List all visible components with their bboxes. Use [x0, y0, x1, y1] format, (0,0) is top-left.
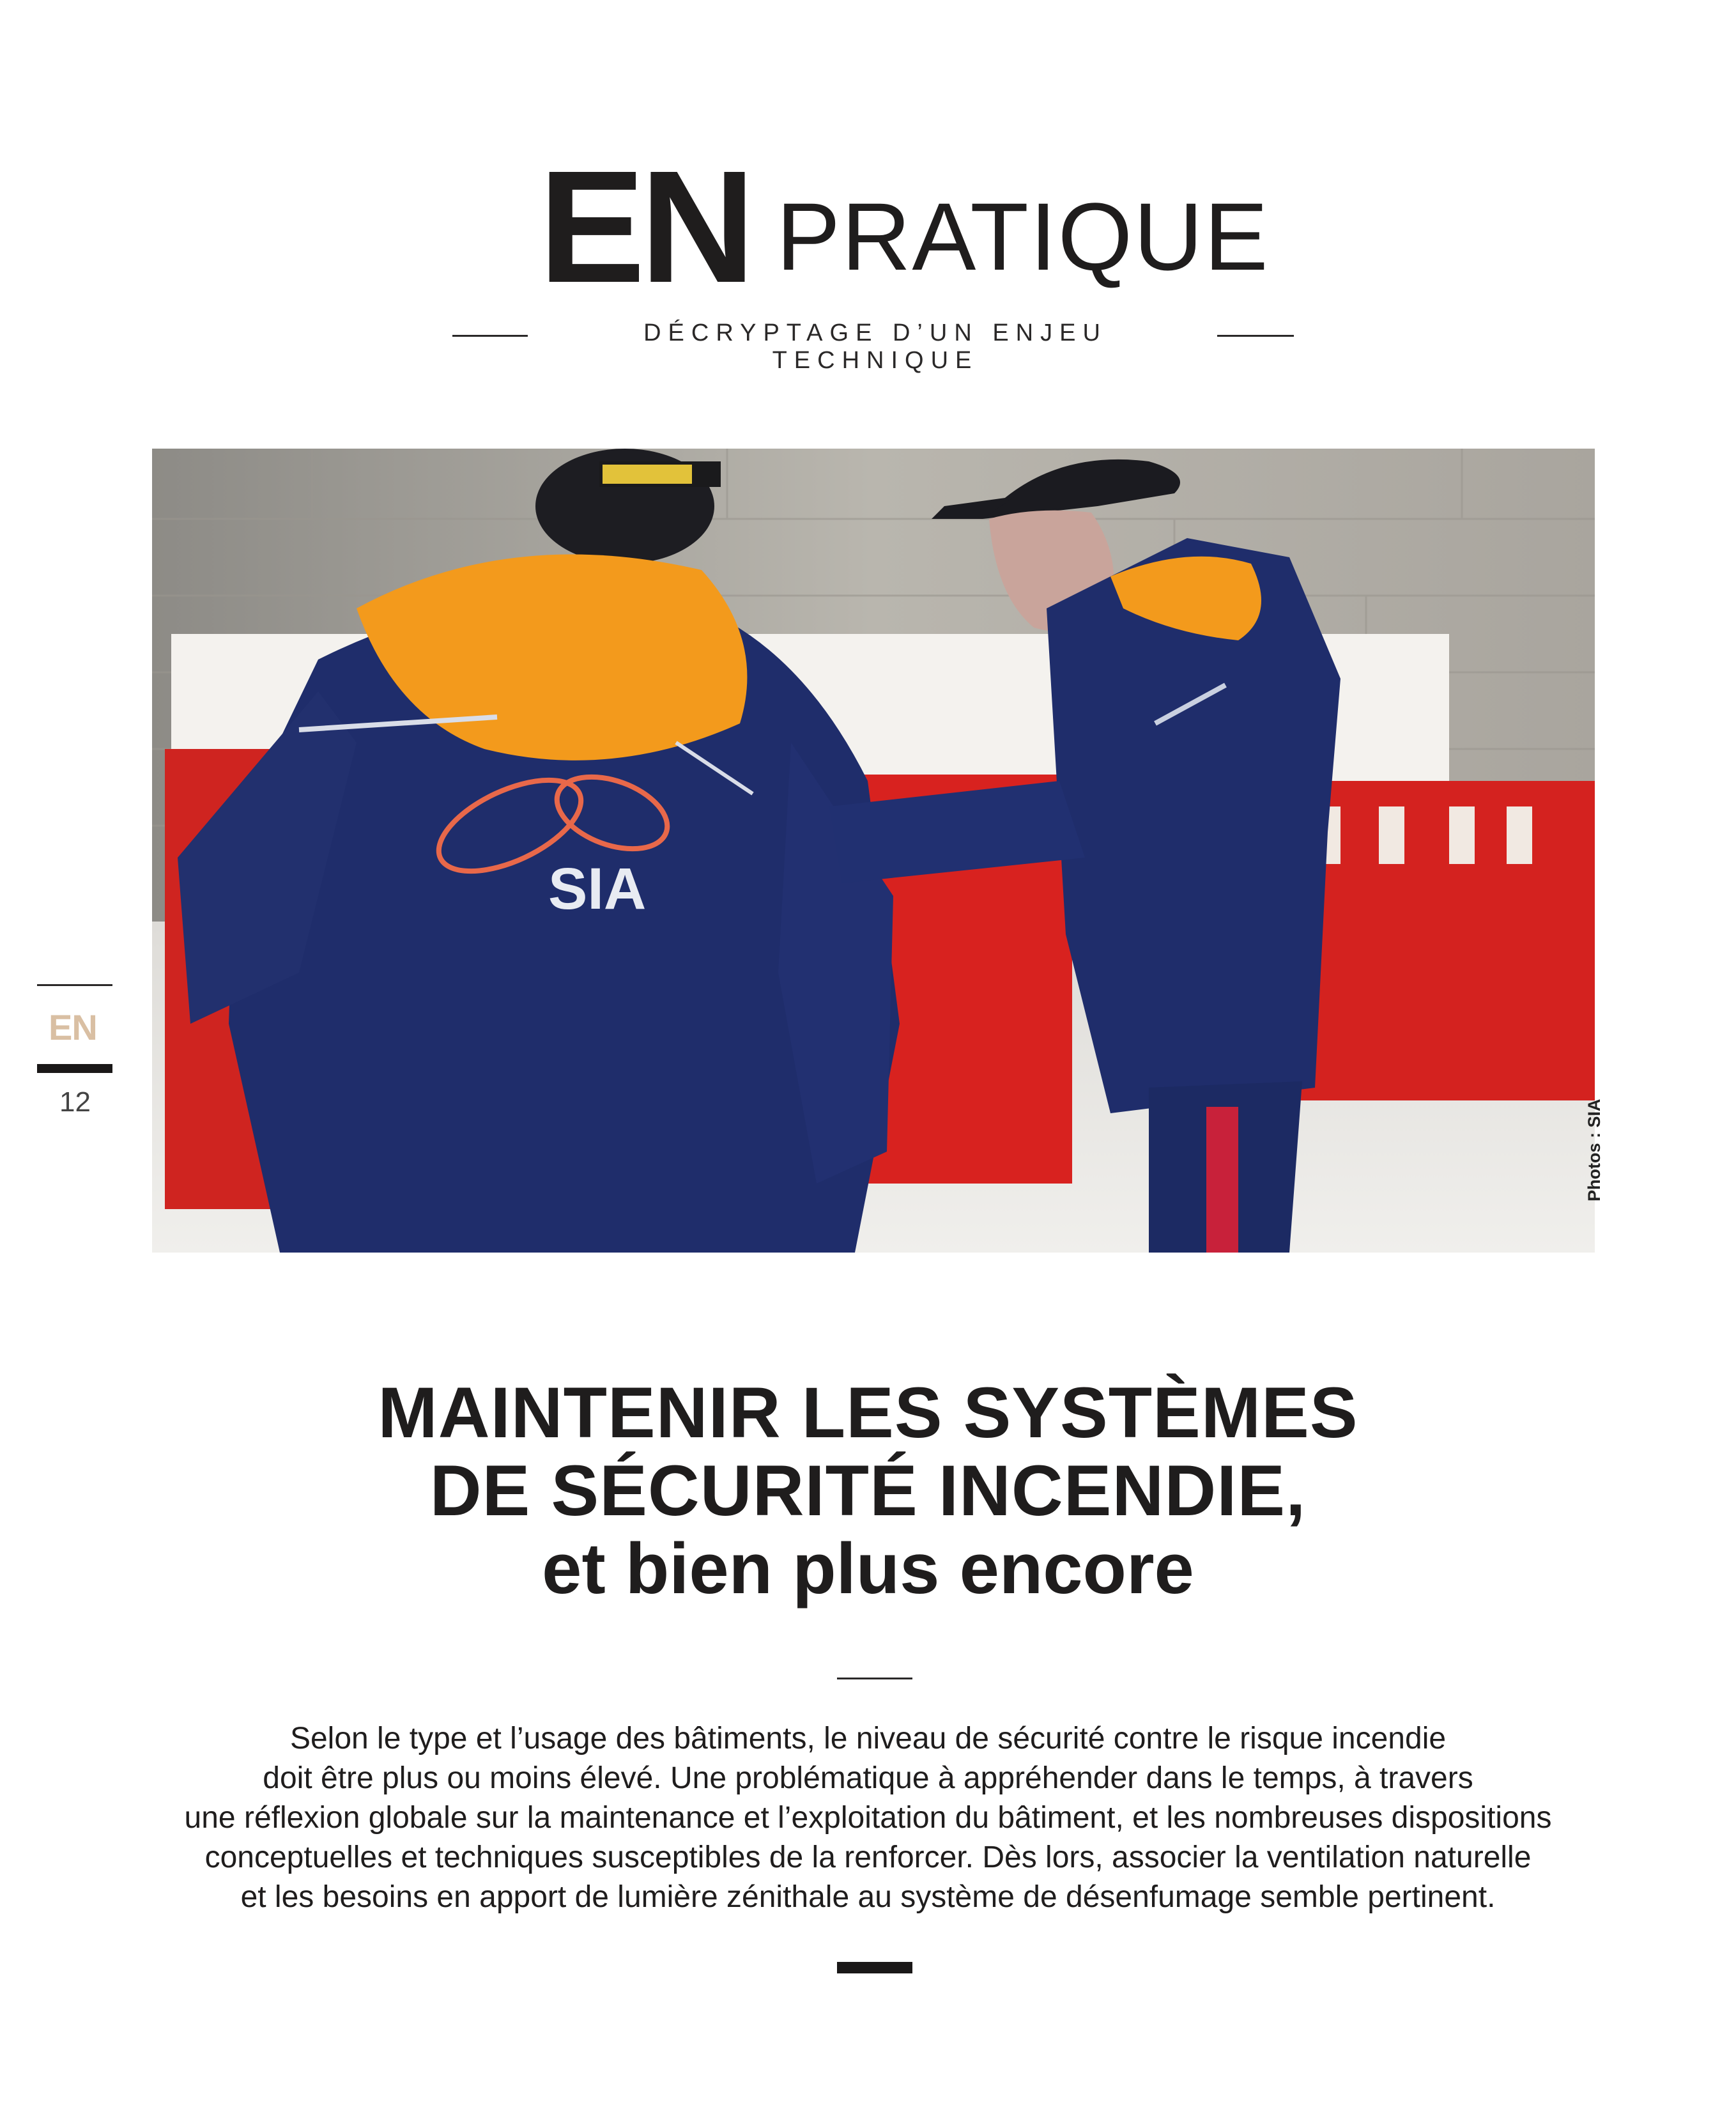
subtitle-rule-left [452, 335, 528, 337]
article-title-line3: et bien plus encore [542, 1529, 1194, 1609]
hero-photo-illustration [152, 449, 1595, 1253]
lead-line: une réflexion globale sur la maintenance et l’exploitation du bâtiment, et les nombreuses dispositions [184, 1801, 1552, 1835]
article-title [192, 1374, 1544, 1608]
masthead-en: EN [539, 137, 751, 316]
svg-text:SIA: SIA [548, 856, 647, 922]
lead-line: Selon le type et l’usage des bâtiments, le niveau de sécurité contre le risque incendie [289, 1722, 1447, 1755]
section-subtitle: DÉCRYPTAGE D’UN ENJEU TECHNIQUE [643, 320, 1107, 374]
article-title-line1: MAINTENIR LES SYSTÈMES [378, 1373, 1358, 1453]
folio-rule-top [37, 984, 112, 986]
section-subtitle-row [0, 320, 1736, 374]
article-lead [160, 1719, 1576, 1917]
lead-line: doit être plus ou moins élevé. Une problématique à appréhender dans le temps, à travers [263, 1761, 1473, 1795]
masthead [0, 128, 1736, 316]
lead-line: et les besoins en apport de lumière zénithale au système de désenfumage semble pertinent. [240, 1880, 1496, 1914]
folio-rule [37, 1064, 112, 1073]
hero-photo [152, 449, 1595, 1253]
photo-credit: Photos : SIA [1585, 1099, 1604, 1201]
masthead-pratique: PRATIQUE [776, 183, 1270, 290]
subtitle-rule-right [1217, 335, 1294, 337]
title-divider [837, 1678, 912, 1679]
lead-line: conceptuelles et techniques susceptibles de la renforcer. Dès lors, associer la ventilation naturelle [204, 1840, 1532, 1874]
end-divider [837, 1962, 912, 1973]
page-number: 12 [59, 1086, 91, 1118]
article-title-line2: DE SÉCURITÉ INCENDIE, [429, 1451, 1307, 1531]
folio-brand: EN [49, 1007, 97, 1047]
